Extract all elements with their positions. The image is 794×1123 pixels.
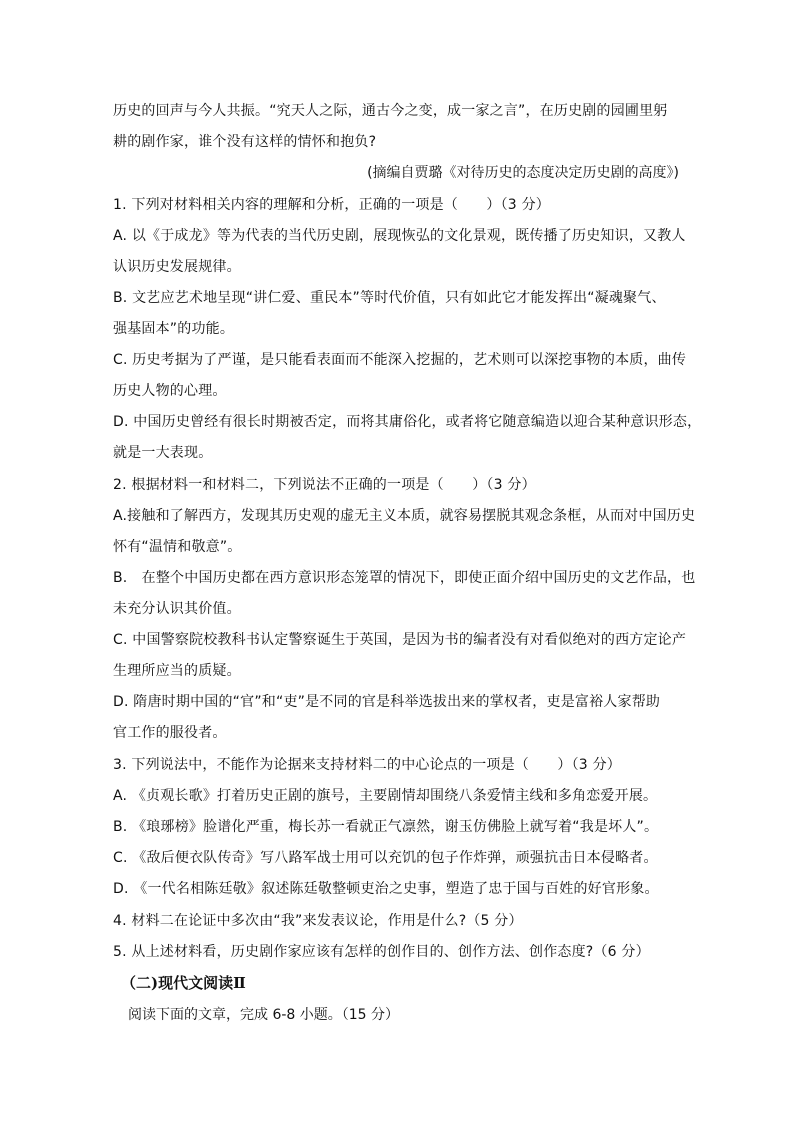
question-1-option-d: D. 中国历史曾经有很长时期被否定，而将其庸俗化，或者将它随意编造以迎合某种意识形态， (113, 414, 702, 430)
question-2-option-b-cont: 未充分认识其价值。 (113, 601, 241, 617)
intro-paragraph-line-1: 历史的回声与今人共振。“究天人之际，通古今之变，成一家之言”，在历史剧的园圃里躬 (113, 103, 668, 119)
question-3-option-a: A. 《贞观长歌》打着历史正剧的旗号，主要剧情却围绕八条爱情主线和多角恋爱开展。 (113, 788, 658, 804)
question-1-stem: 1. 下列对材料相关内容的理解和分析，正确的一项是（ ）（3 分） (113, 197, 550, 213)
question-1-option-b: B. 文艺应艺术地呈现“讲仁爱、重民本”等时代价值，只有如此它才能发挥出“凝魂聚气、 (113, 290, 666, 306)
question-2-stem: 2. 根据材料一和材料二，下列说法不正确的一项是（ ）（3 分） (113, 477, 536, 493)
question-1-option-d-cont: 就是一大表现。 (113, 445, 213, 461)
question-3-option-d: D. 《一代名相陈廷敬》叙述陈廷敬整顿吏治之史事，塑造了忠于国与百姓的好官形象。 (113, 881, 659, 897)
section-instruction: 阅读下面的文章，完成 6-8 小题。（15 分） (128, 1007, 400, 1023)
question-1-option-a-cont: 认识历史发展规律。 (113, 259, 241, 275)
question-2-option-d-cont: 官工作的服役者。 (113, 725, 227, 741)
question-5-stem: 5. 从上述材料看，历史剧作家应该有怎样的创作目的、创作方法、创作态度?（6 分） (113, 944, 650, 960)
source-citation: (摘编自贾璐《对待历史的态度决定历史剧的高度》) (367, 165, 679, 181)
question-2-option-b: B. 在整个中国历史都在西方意识形态笼罩的情况下，即使正面介绍中国历史的文艺作品，也 (113, 570, 696, 586)
question-3-option-c: C. 《敌后便衣队传奇》写八路军战士用可以充饥的包子作炸弹，顽强抗击日本侵略者。 (113, 850, 658, 866)
question-1-option-c: C. 历史考据为了严谨，是只能看表面而不能深入挖掘的，艺术则可以深挖事物的本质，曲传 (113, 352, 687, 368)
question-4-stem: 4. 材料二在论证中多次由“我”来发表议论，作用是什么?（5 分） (113, 913, 523, 929)
question-2-option-c-cont: 生理所应当的质疑。 (113, 663, 241, 679)
question-2-option-a: A.接触和了解西方，发现其历史观的虚无主义本质，就容易摆脱其观念条框，从而对中国历史 (113, 508, 696, 524)
question-1-option-b-cont: 强基固本”的功能。 (113, 321, 235, 337)
question-3-stem: 3. 下列说法中，不能作为论据来支持材料二的中心论点的一项是（ ）（3 分） (113, 757, 621, 773)
question-1-option-a: A. 以《于成龙》等为代表的当代历史剧，展现恢弘的文化景观，既传播了历史知识，又教人 (113, 228, 686, 244)
question-2-option-a-cont: 怀有“温情和敬意”。 (113, 539, 242, 555)
intro-paragraph-line-2: 耕的剧作家，谁个没有这样的情怀和抱负? (113, 134, 377, 150)
question-1-option-c-cont: 历史人物的心理。 (113, 383, 227, 399)
question-3-option-b: B. 《琅琊榜》脸谱化严重，梅长苏一看就正气凛然，谢玉仿佛脸上就写着“我是坏人”。 (113, 819, 659, 835)
question-2-option-d: D. 隋唐时期中国的“官”和“吏”是不同的官是科举选拔出来的掌权者，吏是富裕人家帮助 (113, 694, 661, 710)
section-heading: （二)现代文阅读Ⅱ (121, 974, 246, 992)
question-2-option-c: C. 中国警察院校教科书认定警察诞生于英国，是因为书的编者没有对看似绝对的西方定论产 (113, 632, 687, 648)
